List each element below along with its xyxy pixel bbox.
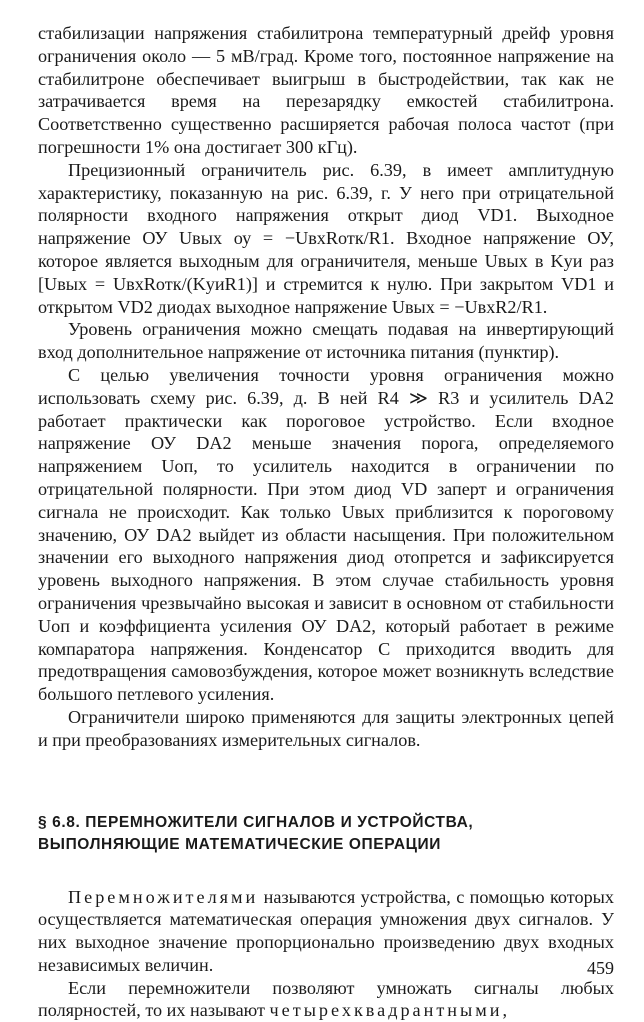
paragraph-four-quadrant (38, 977, 614, 1022)
multipliers-definition-text: называются устройства, с помощью которых осуществляется математическая операция умножения двух сигналов. У них выходное значение пропорционально произведению двух входных независимых величин. (38, 886, 614, 975)
paragraph-limiters-usage: Ограничители широко применяются для защиты электронных цепей и при преобразованиях измерительных сигналов. (38, 706, 614, 750)
book-page (38, 22, 614, 1022)
paragraph-stabilizer-drift: стабилизации напряжения стабилитрона температурный дрейф уровня ограничения около — 5 мВ/град. Кроме того, постоянное напряжение на стабилитроне обеспечивает выигрыш в быстродействии, так как не затрачивается время на перезарядку емкостей стабилитрона. Соответственно существенно расширяется рабочая полоса частот (при погрешности 1% она достигает 300 кГц). (38, 23, 614, 157)
paragraph-limit-accuracy: С целью увеличения точности уровня ограничения можно использовать схему рис. 6.39, д. В ней R4 ≫ R3 и усилитель DA2 работает практически как пороговое устройство. Если входное напряжение ОУ DA2 меньше значения порога, определяемого напряжением Uоп, то усилитель находится в ограничении по отрицательной полярности. При этом диод VD заперт и ограничения сигнала не происходит. Как только Uвых приблизится к пороговому значению, ОУ DA2 выйдет из области насыщения. При положительном значении его выходного напряжения диод отопрется и зафиксируется уровень выходного напряжения. В этом случае стабильность уровня ограничения чрезвычайно высокая и зависит в основном от стабильности Uоп и коэффициента усиления ОУ DA2, который работает в режиме компаратора напряжения. Конденсатор C приходится вводить для предотвращения самовозбуждения, которое может возникнуть вследствие большого петлевого усиления. (38, 364, 614, 705)
page-number: 459 (587, 958, 614, 978)
paragraph-limit-level-shift: Уровень ограничения можно смещать подавая на инвертирующий вход дополнительное напряжение от источника питания (пунктир). (38, 319, 614, 363)
term-multipliers: Перемножителями (68, 886, 259, 907)
section-heading: § 6.8. ПЕРЕМНОЖИТЕЛИ СИГНАЛОВ И УСТРОЙСТВА, ВЫПОЛНЯЮЩИЕ МАТЕМАТИЧЕСКИЕ ОПЕРАЦИИ (38, 813, 474, 853)
paragraph-multipliers-definition (38, 886, 614, 977)
four-quadrant-text: Если перемножители позволяют умножать сигналы любых полярностей, то их называют (38, 977, 614, 1021)
paragraph-precision-limiter: Прецизионный ограничитель рис. 6.39, в имеет амплитудную характеристику, показанную на рис. 6.39, г. У него при отрицательной полярности входного напряжения открыт диод VD1. Выходное напряжение ОУ Uвых оу = −UвхRотк/R1. Входное напряжение ОУ, которое является выходным для ограничителя, меньше Uвых в Kуи раз [Uвых = UвхRотк/(KуиR1)] и стремится к нулю. При закрытом VD1 и открытом VD2 диодах выходное напряжение Uвых = −UвхR2/R1. (38, 159, 614, 317)
term-four-quadrant: четырехквадрантными, (269, 1000, 511, 1021)
